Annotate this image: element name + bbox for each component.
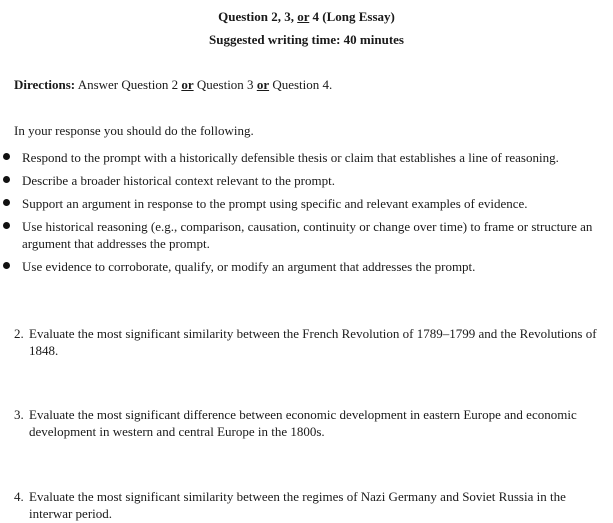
bullet-icon <box>3 199 10 206</box>
question-number: 3. <box>14 407 24 422</box>
directions <box>14 77 332 93</box>
bullet-text: Support an argument in response to the prompt using specific and relevant examples of evidence. <box>22 196 528 211</box>
bullet-text: Describe a broader historical context relevant to the prompt. <box>22 173 335 188</box>
directions-or-1: or <box>181 77 194 92</box>
question-4 <box>14 488 606 522</box>
bullet-icon <box>3 176 10 183</box>
question-text: Evaluate the most significant similarity between the regimes of Nazi Germany and Soviet Russia in the interwar period. <box>29 489 566 521</box>
bullet-text: Respond to the prompt with a historically defensible thesis or claim that establishes a line of reasoning. <box>22 150 559 165</box>
bullet-item <box>0 195 613 212</box>
question-text: Evaluate the most significant difference between economic development in eastern Europe and economic development in western and central Europe in the 1800s. <box>29 407 577 439</box>
bullet-text: Use evidence to corroborate, qualify, or modify an argument that addresses the prompt. <box>22 259 476 274</box>
bullet-item <box>0 218 613 252</box>
question-number: 4. <box>14 489 24 504</box>
bullet-item <box>0 172 613 189</box>
bullet-item <box>0 258 613 275</box>
page-subtitle: Suggested writing time: 40 minutes <box>209 32 404 47</box>
directions-text-c: Question 4. <box>272 77 333 92</box>
bullet-icon <box>3 153 10 160</box>
bullet-icon <box>3 262 10 269</box>
question-text: Evaluate the most significant similarity between the French Revolution of 1789–1799 and the Revolutions of 1848. <box>29 326 597 358</box>
instructions-intro: In your response you should do the following. <box>14 123 254 138</box>
bullet-item <box>0 149 613 166</box>
question-2 <box>14 325 606 359</box>
title-suffix: 4 (Long Essay) <box>312 9 395 24</box>
question-number: 2. <box>14 326 24 341</box>
bullet-text: Use historical reasoning (e.g., comparison, causation, continuity or change over time) to frame or structure an argument that addresses the prompt. <box>22 219 593 251</box>
page-title <box>0 9 613 25</box>
question-3 <box>14 406 606 440</box>
bullet-icon <box>3 222 10 229</box>
directions-text-a: Answer Question 2 <box>77 77 179 92</box>
title-prefix: Question 2, 3, <box>218 9 294 24</box>
directions-label: Directions: <box>14 77 76 92</box>
directions-or-2: or <box>256 77 270 92</box>
directions-text-b: Question 3 <box>196 77 254 92</box>
title-or: or <box>297 9 310 24</box>
instruction-bullets <box>0 149 613 281</box>
